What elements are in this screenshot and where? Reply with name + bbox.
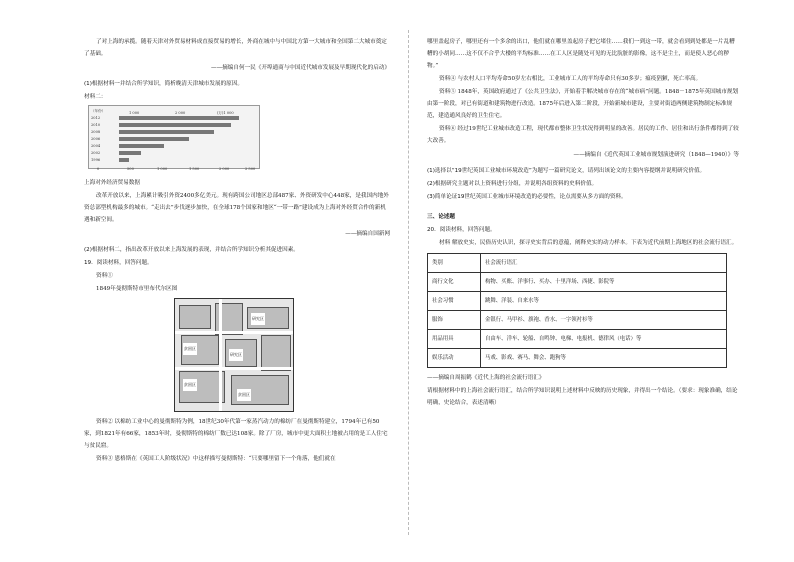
table-row <box>428 273 727 292</box>
paragraph: 改革开放以来，上海累计吸引外资2400多亿美元。现有跨国公司地区总部487家、外资研发中心448家，是我国内地外资总部型机构最多的城市。“走出去”步伐逐步加快，在全球178个国家和地区“一带一路”建设成为上海对外经贸合作的新机遇和新空间。 <box>84 193 389 223</box>
map-road <box>219 299 222 411</box>
table-row <box>428 254 727 273</box>
table-cell: 社会习惯 <box>428 292 481 311</box>
question-number: 19．阅读材料，回答问题。 <box>84 260 153 266</box>
x-tick: 500 <box>127 167 134 171</box>
x-tick: 2 000 <box>219 167 230 171</box>
table-cell: 服饰 <box>428 311 481 330</box>
table-cell: 自由车、洋车、轮船、自鸣钟、电梯、电报机、德律风（电话）等 <box>481 330 727 349</box>
bar <box>119 144 164 148</box>
table-row <box>428 330 727 349</box>
table-cell: 马戏、影戏、赛马、舞会、跑狗等 <box>481 349 727 368</box>
paragraph: 材料 解放史实，民俗历史认识，探寻史实背后的意蕴，阐释史实的动力样本。下表为近代前期上海地区的社会流行语汇。 <box>439 240 738 246</box>
bar <box>119 137 189 141</box>
chart-heading: 1 000 <box>129 111 140 115</box>
x-tick: 1 500 <box>189 167 200 171</box>
table-cell: 社会流行语汇 <box>481 254 727 273</box>
table-row <box>428 311 727 330</box>
question: (3)简单论证19世纪英国工业城市环境改造的必要性，论点需要从多方面的资料。 <box>427 194 627 200</box>
left-column <box>84 36 390 466</box>
paragraph: 资料④ 与农村人口平均寿命50岁左右相比，工业城市工人的平均寿命只有30多岁；瘟疫猖獗，死亡率高。 <box>439 76 702 82</box>
table-cell: 构物、买账、洋事行、买办、十里洋场、西捷、影院等 <box>481 273 727 292</box>
year-label: 1996 <box>91 158 101 162</box>
table-cell: 娱乐活动 <box>428 349 481 368</box>
table-row <box>428 292 727 311</box>
year-label: 2008 <box>91 130 101 134</box>
source-citation: ——摘编自周振鹤《近代上海的社会流行语汇》 <box>427 375 545 381</box>
source-citation: ——摘编自何一民《开埠通商与中国近代城市发展及早期现代化的启动》 <box>210 65 390 71</box>
paragraph: 资料⑥ 经过19世纪工业城市改造工程，现代都市整体卫生状况得到明显的改善。居民的工作、居住和出行条件都得到了较大改善。 <box>427 126 739 144</box>
table-cell: 类别 <box>428 254 481 273</box>
manchester-map <box>174 298 294 412</box>
map-title: 1849年曼彻斯特市里布代尔区图 <box>96 286 178 292</box>
right-column <box>427 36 739 410</box>
map-label: 研究区 <box>229 349 243 361</box>
paragraph: 哪里盖起房子，哪里还有一个多余的出口，他们就在哪里盖起房子把它堵住……我们一到这一带，就会看到到处都是一片乱糟糟的小胡同……这不仅不合乎大楼的平均标准……在工人区是随处可见的无比肮脏的影像，这不是尘土，而是使人恶心的秽物。” <box>427 39 735 69</box>
question-number: 20．阅读材料，回答问题。 <box>427 227 496 233</box>
chart-heading: 2 000 <box>175 111 186 115</box>
paragraph: 资料② 以棉纺工业中心的曼彻斯特为例，18世纪30年代第一家蒸汽动力的棉纺厂在曼彻斯特建立，1794年已有50家，到1821年有66家，1853年时，曼彻斯特的棉纺厂数已达108家。除了厂房，城市中更大面积土地被占用的是工人住宅与贫民窟。 <box>84 419 388 449</box>
map-block <box>261 335 291 371</box>
chart-caption: 上海对外经济贸易数据 <box>84 180 140 186</box>
source-citation: ——摘编自《近代英国工业城市规划演进研究（1848—1940）》等 <box>573 152 739 158</box>
year-label: 2006 <box>91 137 101 141</box>
question: 请根据材料中的上海社会流行语汇，结合所学知识说明上述材料中反映的历史现象，并得出一个结论。（要求：现象准确，结论明确，史论结合，表述清晰） <box>427 388 738 406</box>
section-heading: 三、论述题 <box>427 214 455 220</box>
paragraph: 资料⑤ 1848年，英国政府通过了《公共卫生法》，开始着手解决城市存在的“城市病”问题。1848－1875年英国城市规划由第一阶段，对已有街道和建筑物进行改造。1875年后进入第二阶段，开始新城市建设，主要对街道两侧建筑物制定标准规范，建造通风良好的卫生住宅。 <box>427 89 739 119</box>
source-citation: ——摘编自国新网 <box>345 231 390 237</box>
map-label: 贫困区 <box>183 379 197 391</box>
trade-bar-chart <box>88 105 260 169</box>
x-tick: 0 <box>97 167 100 171</box>
map-block <box>179 305 211 329</box>
column-divider <box>408 30 409 535</box>
question: (1)根据材料一并结合所学知识，简析晚清天津城市发展的原因。 <box>84 81 243 87</box>
map-road <box>175 367 293 370</box>
bar <box>119 151 141 155</box>
x-tick: 2 500 <box>245 167 256 171</box>
question: (1)选择以“19世纪英国工业城市环境改造”为题写一篇研究论文，请列出该论文的主要内容提纲并说明研究价值。 <box>427 168 706 174</box>
bar <box>119 158 129 162</box>
material-heading: 资料① <box>96 273 113 279</box>
map-label: 贫困区 <box>237 389 251 401</box>
chart-heading: (万)1 000 <box>217 111 234 115</box>
year-label: （年份） <box>91 109 106 113</box>
bar <box>119 116 239 120</box>
year-label: 2012 <box>91 116 101 120</box>
map-label: 研究区 <box>251 313 265 325</box>
year-label: 2004 <box>91 144 101 148</box>
bar <box>119 123 231 127</box>
table-cell: 跳舞、洋装、自来水等 <box>481 292 727 311</box>
map-road <box>175 331 293 334</box>
question: (2)根据材料二，指出改革开放以来上海发展的表现，并结合所学知识分析其促进因素。 <box>84 247 299 253</box>
map-label: 贫困区 <box>183 343 197 355</box>
year-label: 2002 <box>91 151 101 155</box>
x-tick: 1 000 <box>157 167 168 171</box>
table-cell: 商行文化 <box>428 273 481 292</box>
table-cell: 用品用具 <box>428 330 481 349</box>
vocabulary-table <box>427 253 727 368</box>
question: (2)根据研究主题对以上资料进行分组，并说明各组资料的史料价值。 <box>427 181 598 187</box>
table-row <box>428 349 727 368</box>
bar <box>119 130 214 134</box>
year-label: 2010 <box>91 123 101 127</box>
paragraph: 资料③ 恩格斯在《英国工人阶级状况》中这样描写曼彻斯特：“只要哪里留下一个角落，他们就在 <box>96 456 336 462</box>
table-cell: 金银行、马甲衫、旗袍、香水、一字领衬衫等 <box>481 311 727 330</box>
material-heading: 材料二： <box>84 94 107 100</box>
paragraph: 了对上海的承揽。随着天津对外贸易材料成直接贸易的增长，外商在城中与中国北方第一大城市和全国第二大城市奠定了基础。 <box>84 39 387 57</box>
